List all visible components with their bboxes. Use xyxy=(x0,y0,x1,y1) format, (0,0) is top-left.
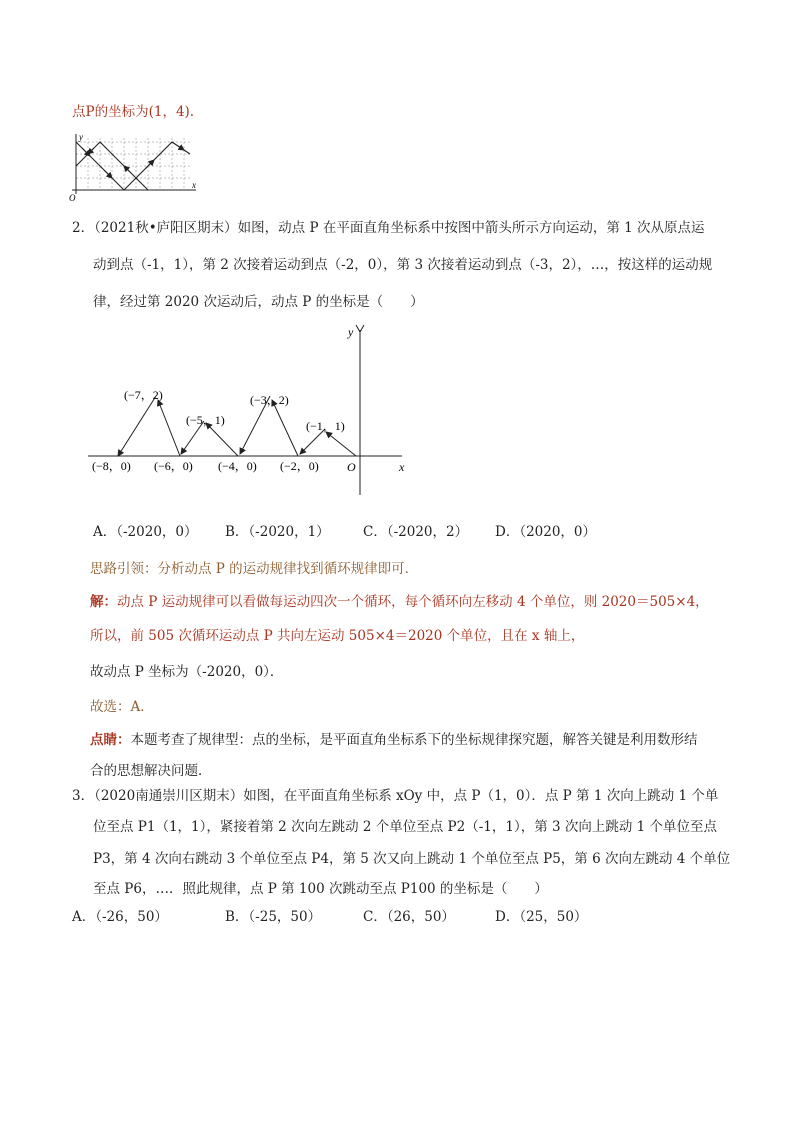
small-arrow xyxy=(124,166,130,172)
q2-arrow-to-minus1 xyxy=(326,432,356,456)
q3-stem-line-2: 位至点 P1（1，1），紧接着第 2 次向左跳动 2 个单位至点 P2（-1，1），第 3 次向上跳动 1 个单位至点 xyxy=(93,819,718,835)
q3-stem-line-4: 至点 P6，…．照此规律，点 P 第 100 次跳动至点 P100 的坐标是（ ） xyxy=(93,881,548,897)
q2-label-minus6-0: (−6，0) xyxy=(154,459,193,473)
q3-option-b: B．（-25，50） xyxy=(225,909,322,925)
small-arrow xyxy=(104,170,112,178)
small-origin-label: O xyxy=(69,193,76,202)
q2-solution-text-1: 动点 P 运动规律可以看做每运动四次一个循环，每个循环向左移动 4 个单位，则 2020＝505×4， xyxy=(117,594,709,610)
q2-arrow-to-minus7 xyxy=(158,400,180,456)
previous-answer: 点P的坐标为(1，4). xyxy=(72,104,195,120)
q2-x-axis-label: x xyxy=(399,460,405,474)
q2-label-minus5-1: (−5，1) xyxy=(186,413,225,427)
q2-label-minus1-1: (−1，1) xyxy=(306,419,345,433)
q2-option-a: A．（-2020，0） xyxy=(93,524,198,540)
q2-hint xyxy=(90,560,418,578)
q2-stem-line-2: 动到点（-1，1），第 2 次接着运动到点（-2，0），第 3 次接着运动到点（-3，2），…，按这样的运动规 xyxy=(93,257,713,273)
q2-comment-line-1 xyxy=(90,731,698,749)
q2-coordinate-figure xyxy=(88,320,418,500)
q2-solution-line-1 xyxy=(90,593,709,611)
small-arrow xyxy=(178,146,184,150)
q2-arrow-to-minus3 xyxy=(272,400,298,456)
q2-option-d: D．（2020，0） xyxy=(495,524,597,540)
small-arrow xyxy=(82,148,90,156)
q2-stem-line-3: 律，经过第 2020 次运动后，动点 P 的坐标是（ ） xyxy=(93,294,424,310)
q2-option-b: B．（-2020，1） xyxy=(225,524,330,540)
small-coordinate-figure xyxy=(68,130,203,202)
q3-option-d: D．（25，50） xyxy=(495,909,588,925)
q2-hint-text: 分析动点 P 的运动规律找到循环规律即可． xyxy=(157,561,419,577)
q2-choice: 故选：A． xyxy=(90,699,154,715)
q2-arrow-to-minus8 xyxy=(118,396,156,456)
q3-option-a: A．（-26，50） xyxy=(72,909,168,925)
small-arrow xyxy=(146,160,154,168)
q2-hint-label: 思路引领： xyxy=(90,561,158,577)
q2-option-c: C．（-2020，2） xyxy=(363,524,469,540)
small-y-label: y xyxy=(79,132,83,142)
q3-stem-line-1: 3．（2020南通崇川区期末）如图，在平面直角坐标系 xOy 中，点 P（1，0）．点 P 第 1 次向上跳动 1 个单 xyxy=(72,788,719,804)
q2-stem-line-1: 2．（2021秋•庐阳区期末）如图，动点 P 在平面直角坐标系中按图中箭头所示方向运动，第 1 次从原点运 xyxy=(72,220,705,236)
q3-stem-line-3: P3，第 4 次向右跳动 3 个单位至点 P4，第 5 次又向上跳动 1 个单位至点 P5，第 6 次向左跳动 4 个单位 xyxy=(93,851,731,867)
q2-arrow-to-minus5 xyxy=(206,423,238,456)
q2-origin-label: O xyxy=(347,460,356,474)
small-arrow xyxy=(88,148,94,154)
small-grid xyxy=(76,138,190,190)
q2-label-minus8-0: (−8，0) xyxy=(92,459,131,473)
q3-option-c: C．（26，50） xyxy=(363,909,455,925)
q2-solution-label: 解： xyxy=(90,594,117,610)
small-x-label: x xyxy=(192,180,196,190)
q2-label-minus7-2: (−7，2) xyxy=(124,388,163,402)
q2-comment-text-1: 本题考查了规律型：点的坐标，是平面直角坐标系下的坐标规律探究题，解答关键是利用数形结 xyxy=(130,732,698,748)
q2-label-minus2-0: (−2，0) xyxy=(280,459,319,473)
q2-y-axis-label: y xyxy=(348,325,354,339)
q2-comment-label: 点睛： xyxy=(90,732,131,748)
q2-conclusion: 故动点 P 坐标为（-2020，0）． xyxy=(90,664,284,680)
q2-label-minus3-2: (−3，2) xyxy=(250,393,289,407)
q2-arrow-to-minus2 xyxy=(300,430,324,454)
q2-label-minus4-0: (−4，0) xyxy=(218,459,257,473)
q2-comment-line-2: 合的思想解决问题． xyxy=(90,763,212,779)
q2-solution-line-2: 所以，前 505 次循环运动点 P 共向左运动 505×4＝2020 个单位，且在 x 轴上， xyxy=(90,628,585,644)
